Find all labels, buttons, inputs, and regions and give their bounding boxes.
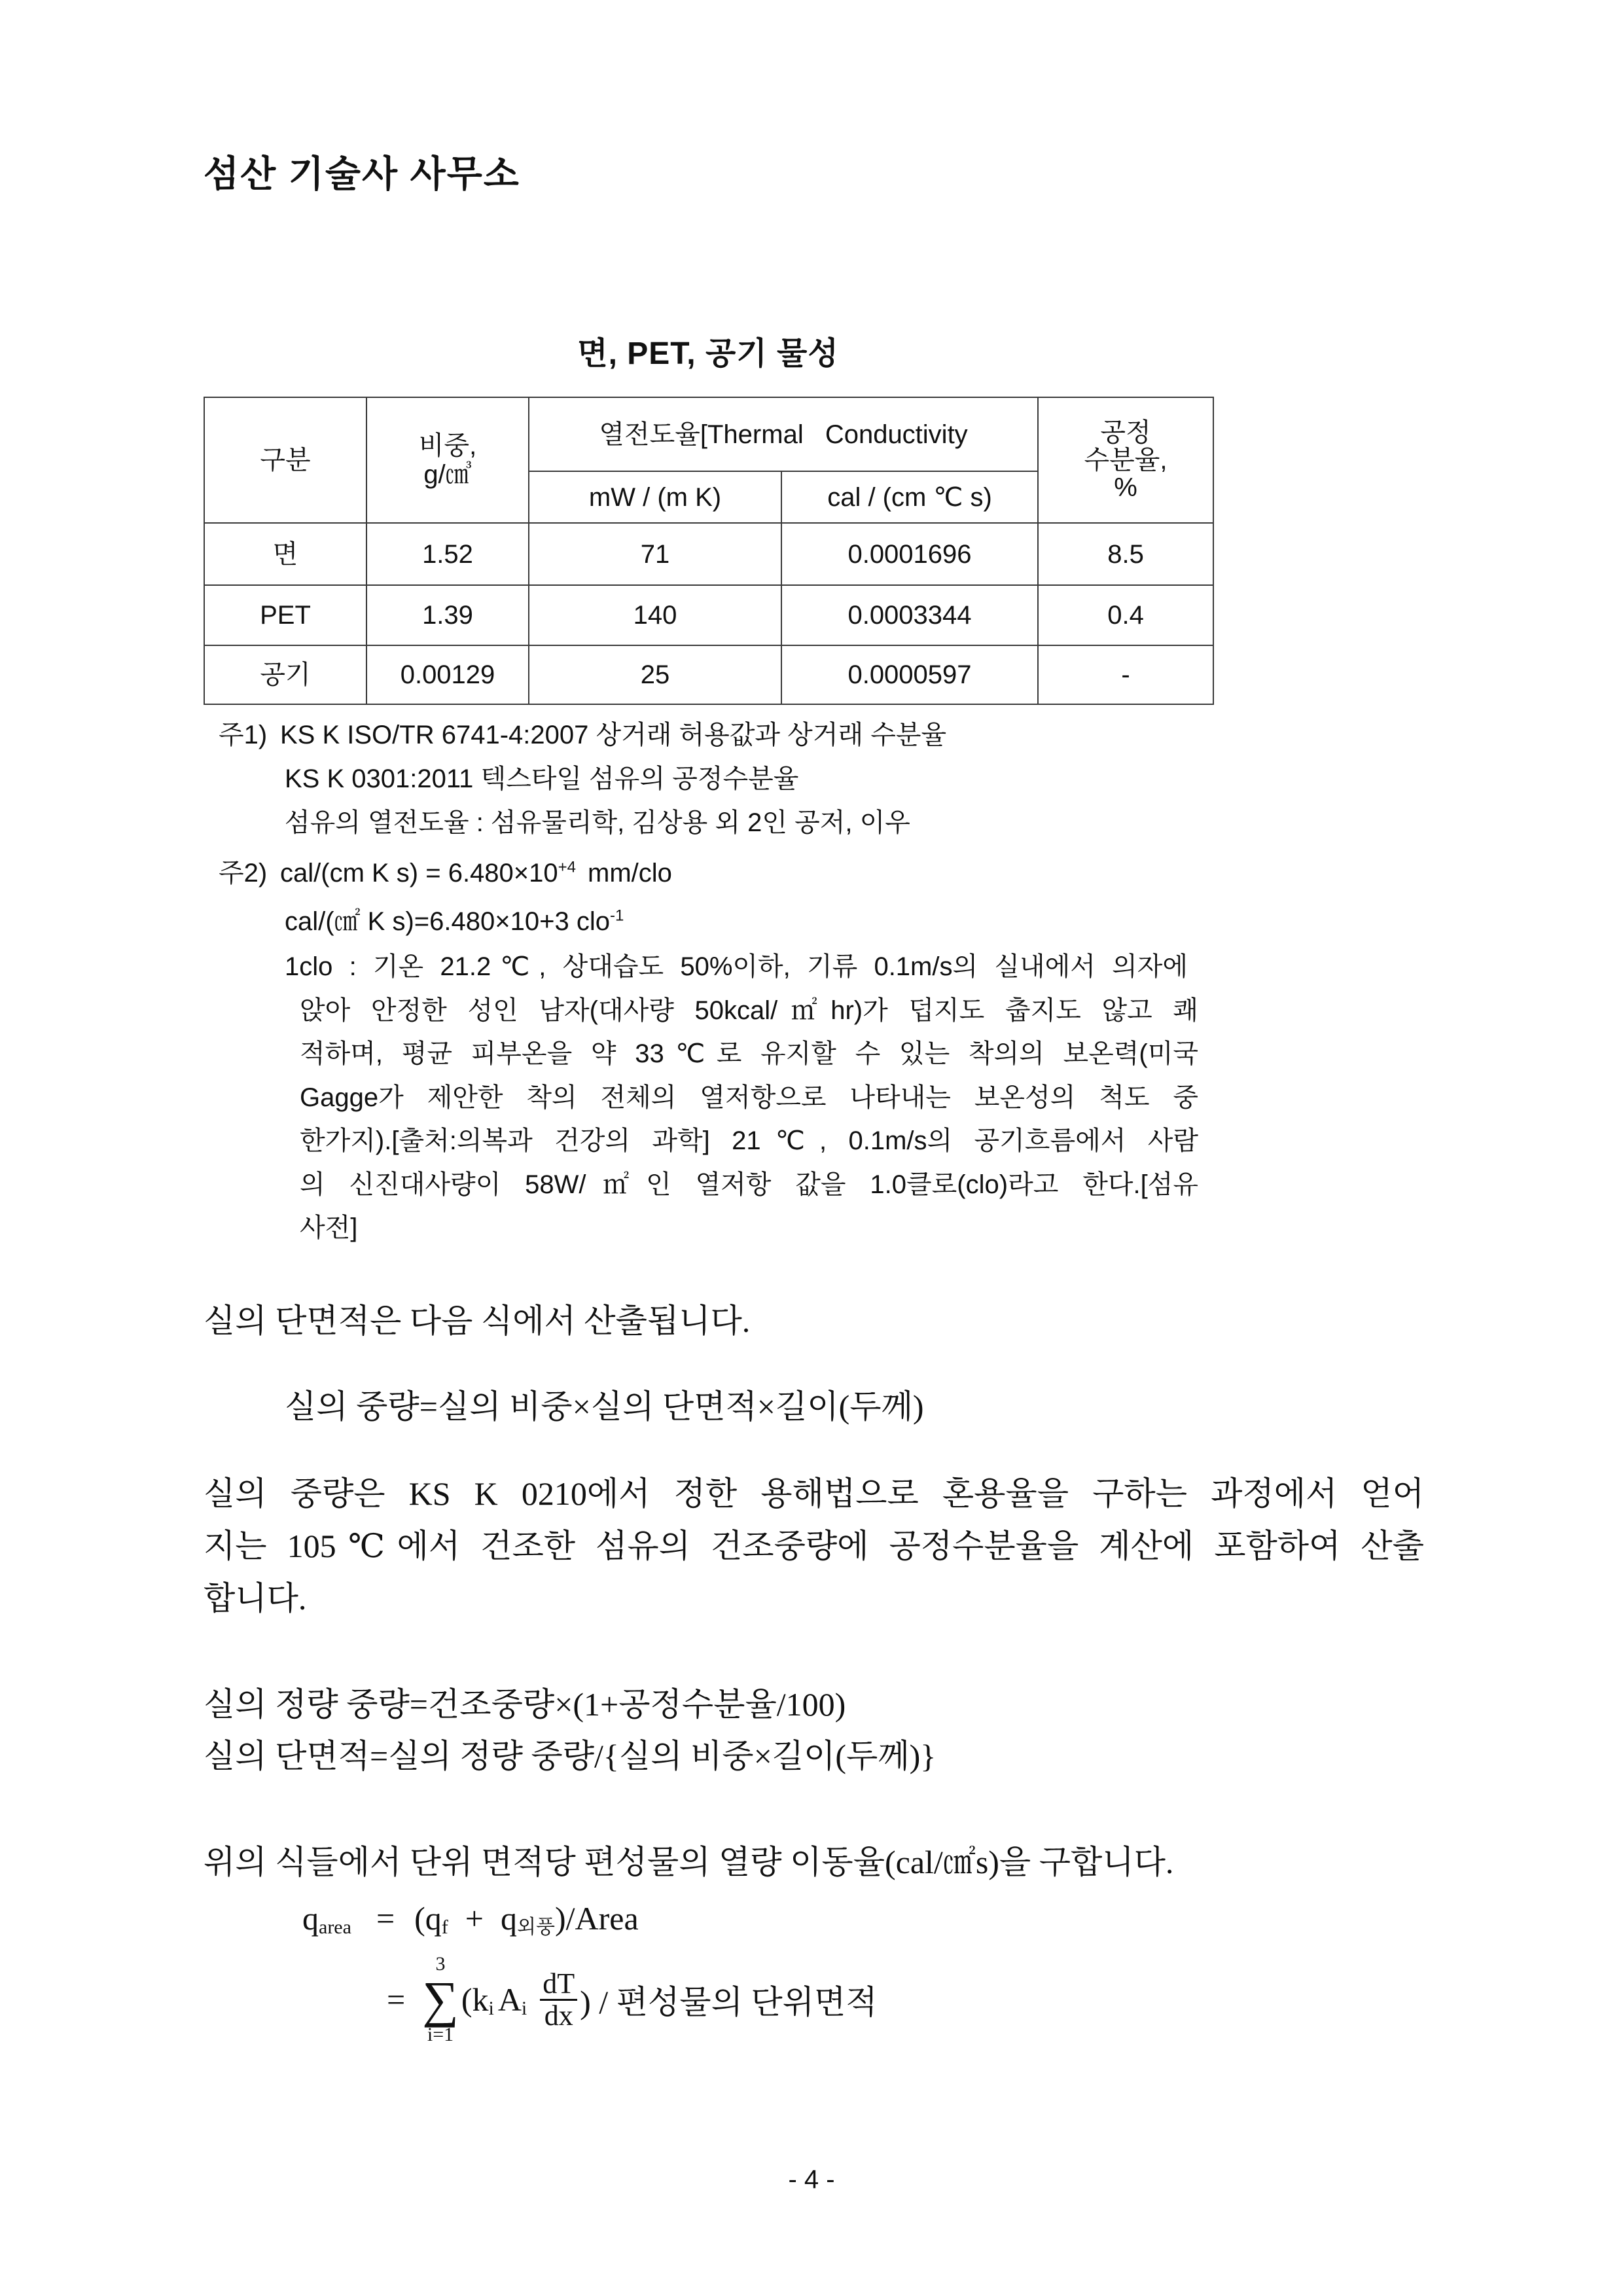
cell-material: 면 — [204, 523, 366, 585]
cell-specific-gravity: 1.52 — [366, 523, 529, 585]
cell-conductivity-mw: 71 — [529, 523, 781, 585]
note-1-line: KS K ISO/TR 6741-4:2007 상거래 허용값과 상거래 수분율 — [280, 721, 947, 749]
table-title: 면, PET, 공기 물성 — [577, 336, 839, 371]
note-2-conversion-line — [285, 900, 624, 943]
formula-symbol: (q — [414, 1900, 442, 1937]
header-moisture-regain-line: 공정 — [1100, 418, 1151, 447]
summation-formula — [387, 1947, 878, 2052]
office-name-heading: 섬산 기술사 사무소 — [204, 153, 520, 194]
cell-moisture-regain: 8.5 — [1038, 523, 1213, 585]
note-2-exponent: -1 — [609, 906, 624, 925]
header-unit-mw: mW / (m K) — [529, 471, 781, 523]
header-thermal-conductivity: 열전도율[Thermal Conductivity — [529, 397, 1038, 471]
properties-table — [204, 397, 1214, 705]
header-specific-gravity-unit: g/㎤ — [423, 460, 472, 489]
note-1-label: 주1) — [219, 721, 268, 749]
formula-equals: = — [387, 1981, 406, 2018]
cell-moisture-regain: 0.4 — [1038, 585, 1213, 645]
note-2-conversion-line — [280, 852, 672, 895]
header-moisture-regain — [1038, 397, 1213, 523]
header-specific-gravity-label: 비중, — [418, 431, 477, 460]
cell-conductivity-mw: 140 — [529, 585, 781, 645]
clo-definition-line: 적하며, 평균 피부온을 약 33℃로 유지할 수 있는 착의의 보온력(미국 — [300, 1039, 1198, 1068]
formula-symbol: A — [497, 1981, 522, 2018]
clo-definition-line: 1clo : 기온 21.2℃, 상대습도 50%이하, 기류 0.1m/s의 실내에서 의자에 — [285, 952, 1188, 981]
note-2-exponent: +4 — [558, 858, 577, 876]
formula-symbol: q — [501, 1900, 517, 1937]
clo-definition-line: 의 신진대사량이 58W/㎡인 열저항 값을 1.0클로(clo)라고 한다.[섬유 — [300, 1170, 1198, 1199]
formula-subscript: f — [441, 1916, 448, 1938]
fraction-denominator: dx — [544, 1999, 573, 2032]
header-specific-gravity — [366, 397, 529, 523]
note-2-conversion-text: cal/(cm K s) = 6.480×10 — [280, 859, 558, 888]
explanation-line: 합니다. — [204, 1580, 307, 1617]
table-header-row — [204, 397, 1213, 471]
cross-section-formula: 실의 단면적=실의 정량 중량/{실의 비중×길이(두께)} — [204, 1738, 936, 1774]
explanation-line: 실의 중량은 KS K 0210에서 정한 용해법으로 혼용율을 구하는 과정에서 얻어 — [204, 1475, 1424, 1512]
formula-symbol: q — [302, 1900, 319, 1937]
formula-tail: ) / 편성물의 단위면적 — [580, 1984, 878, 2020]
summation-operator — [422, 1953, 459, 2046]
formula-tail: )/Area — [554, 1900, 639, 1937]
table-row — [204, 523, 1213, 585]
cell-conductivity-cal: 0.0003344 — [781, 585, 1038, 645]
fraction-numerator: dT — [543, 1967, 575, 2000]
cell-material: PET — [204, 585, 366, 645]
conditioned-weight-formula: 실의 정량 중량=건조중량×(1+공정수분율/100) — [204, 1686, 846, 1723]
clo-definition-line: 한가지).[출처:의복과 건강의 과학] 21℃, 0.1m/s의 공기흐름에서 사람 — [300, 1126, 1198, 1155]
cell-specific-gravity: 1.39 — [366, 585, 529, 645]
header-moisture-regain-unit: % — [1114, 473, 1137, 502]
note-2-label: 주2) — [219, 859, 268, 888]
heat-flux-intro: 위의 식들에서 단위 면적당 편성물의 열량 이동율(cal/㎠s)을 구합니다. — [204, 1844, 1174, 1880]
cell-conductivity-mw: 25 — [529, 645, 781, 704]
header-unit-cal: cal / (cm ℃ s) — [781, 471, 1038, 523]
formula-equals: = — [376, 1900, 395, 1937]
cell-moisture-regain: - — [1038, 645, 1213, 704]
cell-conductivity-cal: 0.0001696 — [781, 523, 1038, 585]
header-moisture-regain-line: 수분율, — [1084, 446, 1168, 475]
table-row — [204, 585, 1213, 645]
derivative-fraction — [540, 1969, 577, 2031]
weight-formula: 실의 중량=실의 비중×실의 단면적×길이(두께) — [285, 1388, 924, 1425]
formula-plus: + — [465, 1900, 484, 1937]
sigma-icon: ∑ — [422, 1971, 459, 2028]
explanation-line: 지는 105℃에서 건조한 섬유의 건조중량에 공정수분율을 계산에 포함하여 산출 — [204, 1528, 1424, 1564]
cell-conductivity-cal: 0.0000597 — [781, 645, 1038, 704]
cell-specific-gravity: 0.00129 — [366, 645, 529, 704]
header-category: 구분 — [204, 397, 366, 523]
clo-definition-line: 앉아 안정한 성인 남자(대사량 50kcal/㎡hr)가 덥지도 춥지도 않고 쾌 — [300, 996, 1198, 1025]
page-number: - 4 - — [788, 2165, 835, 2194]
clo-definition-line: 사전] — [300, 1213, 358, 1242]
clo-definition-line: Gagge가 제안한 착의 전체의 열저항으로 나타내는 보온성의 척도 중 — [300, 1083, 1198, 1112]
heat-flux-formula — [302, 1895, 639, 1941]
body-intro: 실의 단면적은 다음 식에서 산출됩니다. — [204, 1302, 751, 1339]
note-1-line: KS K 0301:2011 텍스타일 섬유의 공정수분율 — [285, 764, 799, 793]
note-1-line: 섬유의 열전도율 : 섬유물리학, 김상용 외 2인 공저, 이우 — [285, 808, 910, 837]
formula-subscript: area — [319, 1916, 351, 1938]
formula-subscript: 외풍 — [517, 1916, 555, 1938]
formula-subscript: i — [521, 1998, 527, 2019]
formula-symbol: (k — [461, 1981, 489, 2018]
note-2-conversion-unit: mm/clo — [588, 859, 672, 888]
cell-material: 공기 — [204, 645, 366, 704]
table-row — [204, 645, 1213, 704]
summation-lower-limit: i=1 — [427, 2024, 454, 2045]
note-2-conversion-text: cal/(㎠ K s)=6.480×10+3 clo — [285, 907, 610, 936]
formula-subscript: i — [488, 1998, 494, 2019]
summation-upper-limit: 3 — [435, 1953, 446, 1975]
